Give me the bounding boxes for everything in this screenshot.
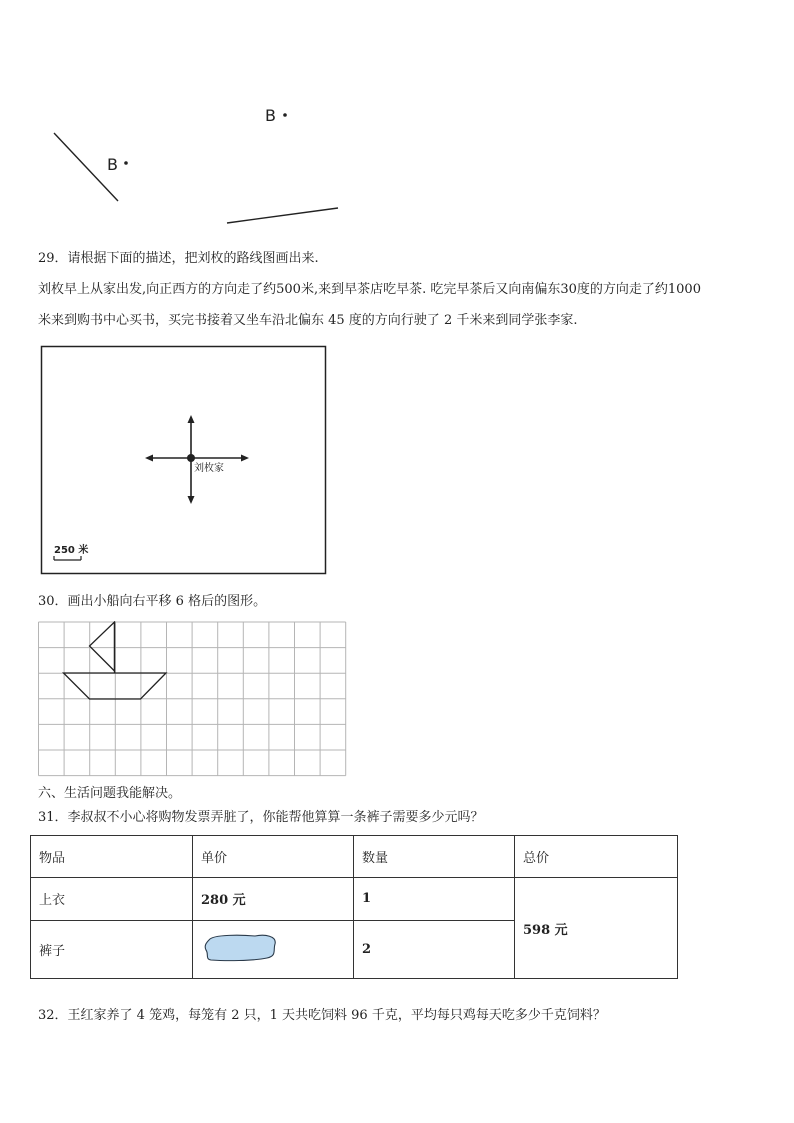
boat-grid-figure [37, 621, 350, 779]
square-grid [39, 622, 346, 776]
row2-qty: 2 [354, 920, 515, 978]
route-map-figure [40, 345, 330, 578]
invoice-table [30, 835, 678, 979]
point-b-label-lower: B [107, 155, 118, 174]
q29-title: 29．请根据下面的描述，把刘枚的路线图画出来. [38, 251, 319, 266]
row1-price: 280 元 [193, 878, 354, 920]
header-price: 单价 [193, 836, 354, 878]
home-label: 刘枚家 [194, 463, 224, 474]
row2-item: 裤子 [31, 920, 193, 978]
line-point-figure [40, 100, 360, 230]
row1-item: 上衣 [31, 878, 193, 920]
q30-title: 30．画出小船向右平移 6 格后的图形。 [38, 594, 267, 609]
row2-price-smudge-cell [193, 920, 354, 978]
table-row [31, 878, 678, 920]
section-6-title: 六、生活问题我能解决。 [38, 786, 182, 801]
q32-title: 32．王红家养了 4 笼鸡，每笼有 2 只，1 天共吃饲料 96 千克，平均每只鸡每天吃多少千克饲料？ [38, 1008, 606, 1023]
boat-hull [64, 673, 167, 699]
table-header-row [31, 836, 678, 878]
ink-smudge-icon [203, 932, 283, 966]
scale-label: 250 米 [54, 545, 89, 556]
boat-sail [90, 622, 115, 671]
header-total: 总价 [515, 836, 678, 878]
q29-description-line1: 刘枚早上从家出发,向正西方的方向走了约500米,来到早茶店吃早茶. 吃完早茶后又向南偏东30度的方向走了约1000 [38, 282, 701, 297]
header-item: 物品 [31, 836, 193, 878]
q31-title: 31．李叔叔不小心将购物发票弄脏了，你能帮他算算一条裤子需要多少元吗？ [38, 810, 484, 825]
total-value: 598 元 [515, 878, 678, 979]
home-dot [187, 454, 195, 462]
point-b-label-upper: B [265, 106, 276, 125]
point-b-dot-upper [283, 113, 287, 117]
q29-description-line2: 米来到购书中心买书，买完书接着又坐车沿北偏东 45 度的方向行驶了 2 千米来到同学张李家. [38, 313, 578, 328]
horizontal-line [227, 208, 338, 223]
map-frame [42, 347, 326, 574]
row1-qty: 1 [354, 878, 515, 920]
point-b-dot-lower [124, 161, 128, 165]
header-qty: 数量 [354, 836, 515, 878]
